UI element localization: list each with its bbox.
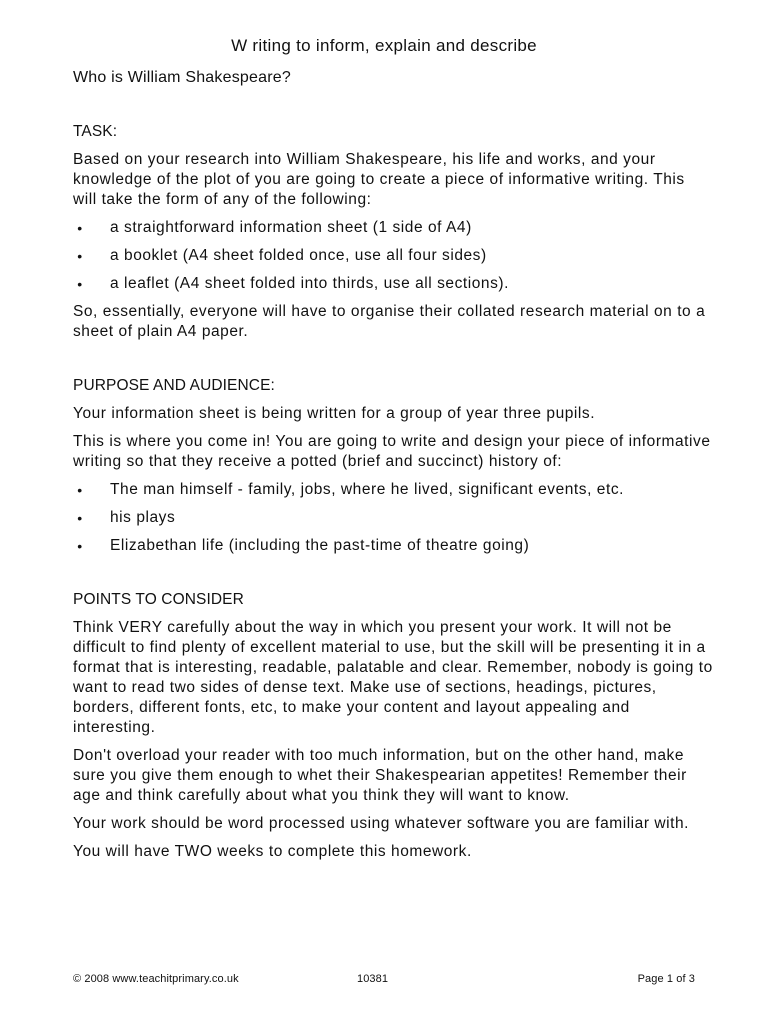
list-item bbox=[73, 536, 713, 556]
list-item-text: The man himself - family, jobs, where he lived, significant events, etc. bbox=[110, 481, 624, 498]
points-heading: POINTS TO CONSIDER bbox=[73, 591, 244, 608]
task-outro: So, essentially, everyone will have to organise their collated research material on to a sheet of plain A4 paper. bbox=[73, 303, 706, 340]
bullet-icon: • bbox=[77, 248, 83, 264]
task-bullet-list bbox=[73, 218, 713, 294]
task-intro: Based on your research into William Shakespeare, his life and works, and your knowledge of the plot of you are going to create a piece of informative writing. This will take the form of any of the following: bbox=[73, 151, 685, 208]
list-item-text: a straightforward information sheet (1 side of A4) bbox=[110, 219, 472, 236]
list-item bbox=[73, 218, 713, 238]
footer-copyright: © 2008 www.teachitprimary.co.uk bbox=[73, 973, 239, 985]
bullet-icon: • bbox=[77, 482, 83, 498]
document-body bbox=[73, 68, 713, 870]
points-para-1: Think VERY carefully about the way in which you present your work. It will not be difficult to find plenty of excellent material to use, but the skill will be presenting it in a format that is interesting, readable, palatable and clear. Remember, nobody is going to want to read two sides of dense text. Make use of sections, headings, pictures, borders, different fonts, etc, to make your content and layout appealing and interesting. bbox=[73, 619, 713, 736]
points-para-4: You will have TWO weeks to complete this homework. bbox=[73, 843, 472, 860]
task-heading: TASK: bbox=[73, 123, 118, 140]
document-title: W riting to inform, explain and describe bbox=[231, 36, 537, 55]
bullet-icon: • bbox=[77, 220, 83, 236]
list-item bbox=[73, 480, 713, 500]
bullet-icon: • bbox=[77, 538, 83, 554]
purpose-heading: PURPOSE AND AUDIENCE: bbox=[73, 377, 275, 394]
bullet-icon: • bbox=[77, 276, 83, 292]
list-item-text: a booklet (A4 sheet folded once, use all four sides) bbox=[110, 247, 487, 264]
list-item-text: a leaflet (A4 sheet folded into thirds, use all sections). bbox=[110, 275, 509, 292]
points-para-2: Don't overload your reader with too much information, but on the other hand, make sure you give them enough to whet their Shakespearian appetites! Remember their age and think carefully about what you think they will want to know. bbox=[73, 747, 687, 804]
list-item bbox=[73, 274, 713, 294]
footer-page-number: Page 1 of 3 bbox=[637, 973, 695, 985]
list-item-text: Elizabethan life (including the past-time of theatre going) bbox=[110, 537, 530, 554]
list-item bbox=[73, 508, 713, 528]
purpose-para-2: This is where you come in! You are going to write and design your piece of informative writing so that they receive a potted (brief and succinct) history of: bbox=[73, 433, 711, 470]
bullet-icon: • bbox=[77, 510, 83, 526]
document-subtitle: Who is William Shakespeare? bbox=[73, 69, 291, 86]
footer-document-code: 10381 bbox=[357, 973, 389, 985]
purpose-para-1: Your information sheet is being written for a group of year three pupils. bbox=[73, 405, 596, 422]
points-para-3: Your work should be word processed using whatever software you are familiar with. bbox=[73, 815, 690, 832]
list-item bbox=[73, 246, 713, 266]
list-item-text: his plays bbox=[110, 509, 176, 526]
purpose-bullet-list bbox=[73, 480, 713, 556]
